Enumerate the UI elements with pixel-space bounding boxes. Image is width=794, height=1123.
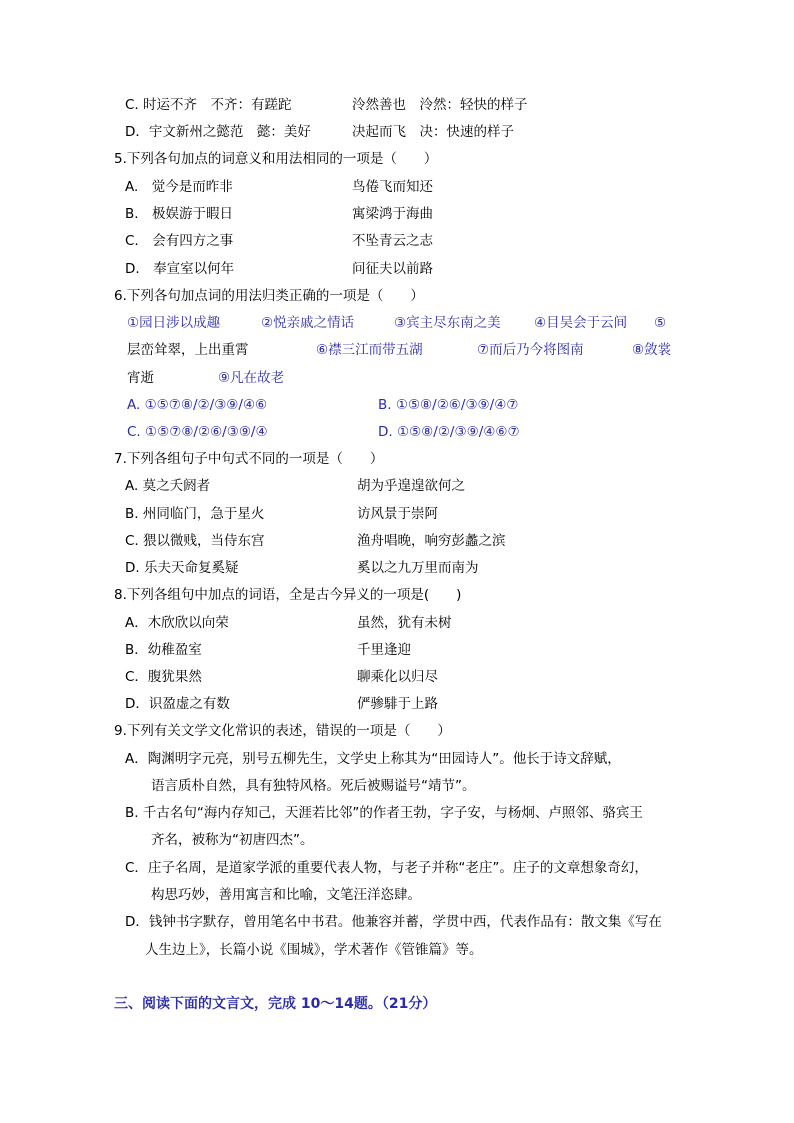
q5-option-c-left: C. 会有四方之事: [125, 233, 234, 249]
q9-option-a-line-2: 语言质朴自然，具有独特风格。死后被赐谥号“靖节”。: [151, 778, 476, 794]
q8-option-d-right: 俨骖騑于上路: [357, 696, 438, 712]
q8-option-b-left: B．幼稚盈室: [125, 642, 202, 658]
q5-option-b-left: B. 极娱游于暇日: [125, 206, 234, 222]
q6-sentence-8-text: 宵逝: [127, 370, 154, 386]
q9-option-c-line-2: 构思巧妙，善用寓言和比喻，文笔汪洋恣肆。: [151, 887, 421, 903]
q5-option-d-right: 问征夫以前路: [352, 261, 433, 277]
q6-sentence-3: ③宾主尽东南之美: [394, 315, 501, 331]
q7-option-b-right: 访风景于崇阿: [357, 506, 438, 522]
q8-option-d-left: D．识盈虚之有数: [125, 696, 230, 712]
q8-option-a-right: 虽然，犹有未树: [357, 615, 452, 631]
q7-stem: 7.下列各组句子中句式不同的一项是（ ）: [114, 451, 384, 467]
q8-option-c-right: 聊乘化以归尽: [357, 669, 438, 685]
q6-option-c: C. ①⑤⑦⑧/②⑥/③⑨/④: [127, 424, 268, 440]
q9-option-d-line-1: D．钱钟书字默存，曾用笔名中书君。他兼容并蓄，学贯中西，代表作品有：散文集《写在: [125, 914, 662, 930]
q8-option-b-right: 千里逢迎: [357, 642, 411, 658]
q6-sentence-4: ④目吴会于云间: [534, 315, 628, 331]
section-3-heading: 三、阅读下面的文言文，完成 10～14题。（21分）: [114, 996, 437, 1012]
q9-option-b-line-1: B. 千古名句“海内存知己，天涯若比邻”的作者王勃，字子安，与杨炯、卢照邻、骆宾王: [125, 805, 643, 821]
q7-option-b-left: B. 州同临门，急于星火: [125, 506, 265, 522]
q4-option-c-right: 泠然善也 泠然：轻快的样子: [352, 97, 528, 113]
q7-option-c-right: 渔舟唱晚，响穷彭蠡之滨: [357, 533, 506, 549]
q8-option-a-left: A．木欣欣以向荣: [125, 615, 229, 631]
q8-stem: 8.下列各组句中加点的词语，全是古今异义的一项是( ): [114, 587, 462, 603]
q6-stem: 6.下列各句加点词的用法归类正确的一项是（ ）: [114, 288, 424, 304]
q7-option-d-left: D. 乐夫天命复奚疑: [125, 560, 239, 576]
q7-option-d-right: 奚以之九万里而南为: [357, 560, 479, 576]
q6-sentence-9: ⑨凡在故老: [218, 370, 285, 386]
q6-option-a: A. ①⑤⑦⑧/②/③⑨/④⑥: [127, 397, 268, 413]
q4-option-d-right: 决起而飞 决：快速的样子: [352, 124, 514, 140]
q6-sentence-7: ⑦而后乃今将图南: [477, 342, 584, 358]
q6-sentence-2: ②悦亲戚之情话: [261, 315, 355, 331]
q7-option-a-left: A. 莫之夭阏者: [125, 478, 211, 494]
q9-option-b-line-2: 齐名，被称为“初唐四杰”。: [151, 832, 314, 848]
q6-sentence-8-number: ⑧敛裳: [632, 342, 672, 358]
q9-option-c-line-1: C．庄子名周，是道家学派的重要代表人物，与老子并称“老庄”。庄子的文章想象奇幻，: [125, 860, 648, 876]
q5-option-c-right: 不坠青云之志: [352, 233, 433, 249]
q9-option-d-line-2: 人生边上》，长篇小说《围城》，学术著作《管锥篇》等。: [145, 942, 483, 958]
q8-option-c-left: C．腹犹果然: [125, 669, 202, 685]
q4-option-c-left: C. 时运不齐 不齐：有蹉跎: [125, 97, 292, 113]
q5-option-b-right: 寓梁鸿于海曲: [352, 206, 433, 222]
q9-stem: 9.下列有关文学文化常识的表述，错误的一项是（ ）: [114, 723, 451, 739]
q6-sentence-5-text: 层峦耸翠，上出重霄: [127, 342, 249, 358]
q5-option-d-left: D. 奉宣室以何年: [125, 261, 235, 277]
q7-option-c-left: C. 猥以微贱，当侍东宫: [125, 533, 265, 549]
q5-stem: 5.下列各句加点的词意义和用法相同的一项是（ ）: [114, 151, 438, 167]
q6-option-d: D. ①⑤⑧/②/③⑨/④⑥⑦: [378, 424, 520, 440]
q6-option-b: B. ①⑤⑧/②⑥/③⑨/④⑦: [378, 397, 519, 413]
q9-option-a-line-1: A．陶渊明字元亮，别号五柳先生，文学史上称其为“田园诗人”。他长于诗文辞赋，: [125, 751, 621, 767]
q6-sentence-6: ⑥襟三江而带五湖: [316, 342, 423, 358]
q6-sentence-5-number: ⑤: [654, 315, 667, 331]
q4-option-d-left: D．宇文新州之懿范 懿：美好: [125, 124, 311, 140]
q6-sentence-1: ①园日涉以成趣: [127, 315, 221, 331]
q7-option-a-right: 胡为乎遑遑欲何之: [357, 478, 465, 494]
q5-option-a-left: A. 觉今是而昨非: [125, 179, 233, 195]
q5-option-a-right: 鸟倦飞而知还: [352, 179, 433, 195]
